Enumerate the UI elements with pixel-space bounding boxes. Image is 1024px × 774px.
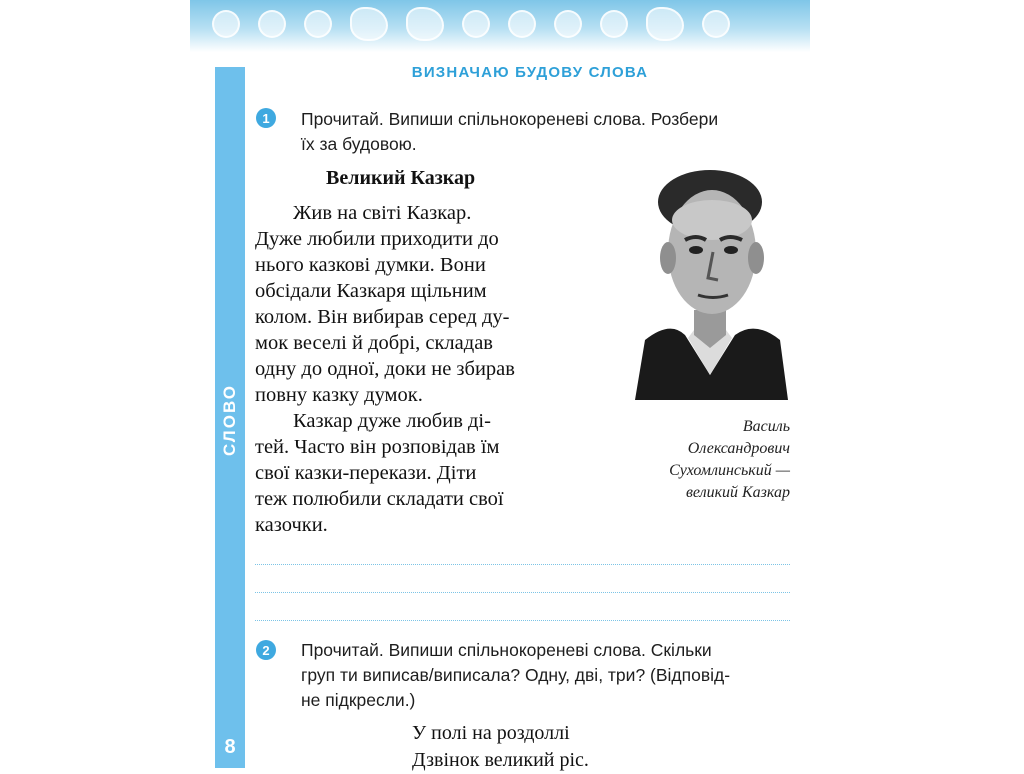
task2-instruction: [301, 638, 801, 713]
flower-icon: [350, 7, 388, 41]
grass-icon: [702, 10, 730, 38]
decorative-banner: [190, 0, 810, 52]
poem-line: У полі на роздоллі: [412, 722, 570, 744]
instruction-line: не підкресли.): [301, 690, 416, 710]
instruction-line: Прочитай. Випиши спільнокореневі слова. Скільки: [301, 640, 712, 660]
instruction-line: груп ти виписав/виписала? Одну, дві, три? (Відповід-: [301, 665, 731, 685]
story-line: мок веселі й добрі, складав: [255, 332, 493, 354]
writing-line[interactable]: [255, 592, 790, 593]
story-line: одну до одної, доки не збирав: [255, 358, 515, 380]
bird-icon: [406, 7, 444, 41]
section-title: ВИЗНАЧАЮ БУДОВУ СЛОВА: [411, 64, 649, 81]
story-line: свої казки-перекази. Діти: [255, 462, 477, 484]
story-line: теж полюбили складати свої: [255, 488, 504, 510]
story-line: обсідали Казкаря щільним: [255, 280, 487, 302]
writing-line[interactable]: [255, 620, 790, 621]
story-line: колом. Він вибирав серед ду-: [255, 306, 510, 328]
story-line: Жив на світі Казкар.: [293, 202, 472, 224]
poem-line: Дзвінок великий ріс.: [412, 749, 589, 771]
flower-icon: [212, 10, 240, 38]
face-icon: [554, 10, 582, 38]
story-line: Казкар дуже любив ді-: [293, 410, 491, 432]
story-line: казочки.: [255, 514, 328, 536]
instruction-line: їх за будовою.: [301, 134, 417, 154]
side-label: СЛОВО: [220, 383, 239, 457]
caption-line: великий Казкар: [685, 484, 790, 501]
snail-icon: [304, 10, 332, 38]
story-line: повну казку думок.: [255, 384, 423, 406]
story-line: Дуже любили приходити до: [255, 228, 499, 250]
flower-icon: [646, 7, 684, 41]
portrait-photo: [630, 160, 790, 400]
poem: [412, 720, 589, 774]
portrait-caption: [600, 416, 790, 504]
story-title: Великий Казкар: [326, 167, 476, 189]
task1-instruction: [301, 107, 801, 157]
textbook-page: [190, 0, 810, 771]
writing-line[interactable]: [255, 564, 790, 565]
writing-lines[interactable]: [255, 564, 790, 648]
story-text: [255, 200, 575, 538]
caption-line: Сухомлинський —: [669, 462, 790, 479]
caption-line: Василь: [742, 418, 790, 435]
grass-icon: [508, 10, 536, 38]
plant-icon: [462, 10, 490, 38]
flower-icon: [258, 10, 286, 38]
story-line: тей. Часто він розповідав їм: [255, 436, 500, 458]
instruction-line: Прочитай. Випиши спільнокореневі слова. Розбери: [301, 109, 719, 129]
caption-line: Олександрович: [687, 440, 790, 457]
page-number: 8: [224, 735, 236, 758]
spiral-icon: [600, 10, 628, 38]
task-number-badge: 1: [256, 108, 276, 128]
task-number-badge: 2: [256, 640, 276, 660]
story-line: нього казкові думки. Вони: [255, 254, 486, 276]
